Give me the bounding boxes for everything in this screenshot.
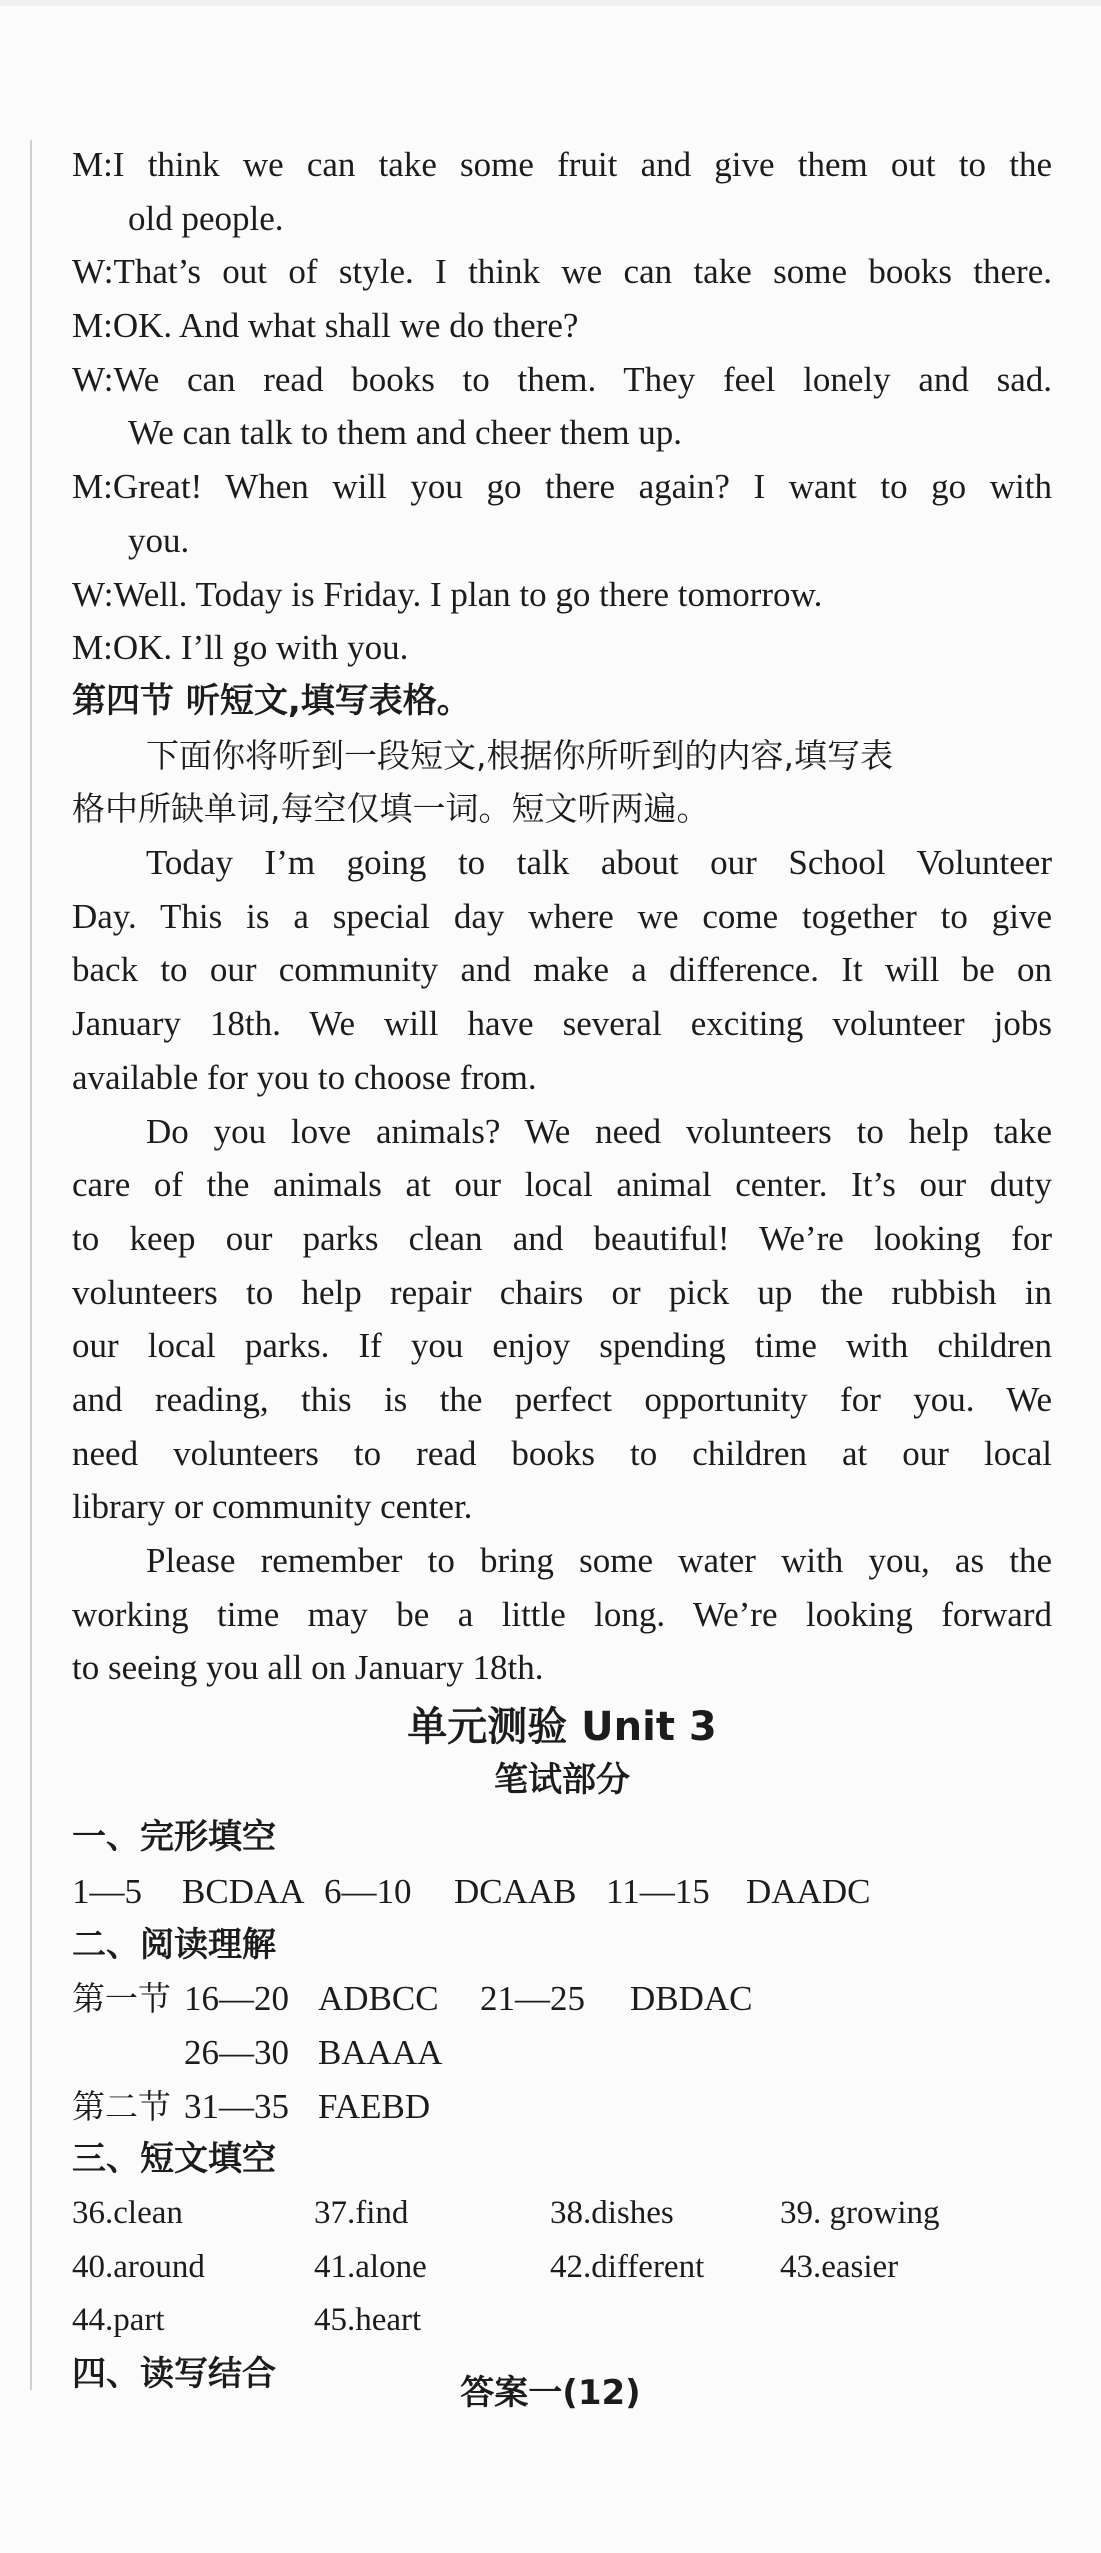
answer-item: 41.alone [314, 2248, 427, 2285]
answer-letters: ADBCC [318, 1979, 439, 2019]
answer-letters: DCAAB [454, 1871, 577, 1911]
answer-letters: BAAAA [318, 2032, 443, 2072]
answer-letters: DBDAC [630, 1979, 753, 2019]
top-edge [0, 0, 1101, 6]
section4-heading: 第四节 听短文,填写表格。 [72, 680, 471, 721]
listening-passage [72, 836, 1052, 1695]
section4-instruction-line: 下面你将听到一段短文,根据你所听到的内容,填写表 [146, 735, 893, 775]
answer-range: 31—35 [184, 2086, 289, 2126]
passage-line: Please remember to bring some water with you, as the [146, 1541, 1052, 1581]
passage-line: Day. This is a special day where we come together to give [72, 896, 1052, 936]
dialogue-line: W:We can read books to them. They feel lonely and sad. [72, 359, 1052, 399]
passage-line: Do you love animals? We need volunteers to help take [146, 1111, 1052, 1151]
answer-range: 16—20 [184, 1979, 289, 2019]
part3-answers [72, 2187, 1052, 2348]
dialogue-line: We can talk to them and cheer them up. [128, 413, 683, 453]
part1-answers [72, 1865, 1052, 1919]
dialogue-line: W:That’s out of style. I think we can take some books there. [72, 252, 1052, 292]
dialogue-line: you. [128, 520, 190, 560]
subsection-label: 第一节 [72, 1979, 171, 2019]
listening-dialogue [72, 138, 1052, 675]
dialogue-line: M:I think we can take some fruit and give them out to the [72, 145, 1052, 184]
dialogue-line: M:OK. I’ll go with you. [72, 628, 409, 668]
part2-row [72, 2026, 1052, 2080]
answer-range: 26—30 [184, 2032, 289, 2072]
part1-heading: 一、完形填空 [72, 1817, 276, 1858]
passage-line: working time may be a little long. We’re looking forward [72, 1594, 1052, 1634]
answer-item: 42.different [550, 2248, 705, 2285]
passage-line: to seeing you all on January 18th. [72, 1648, 544, 1688]
answer-item: 43.easier [780, 2248, 899, 2285]
subsection-label: 第二节 [72, 2086, 171, 2126]
passage-line: back to our community and make a difference. It will be on [72, 950, 1052, 990]
unit-title: 单元测验 Unit 3 [407, 1704, 717, 1751]
answer-item: 39. growing [780, 2195, 940, 2232]
answer-item: 38.dishes [550, 2195, 674, 2232]
passage-line: care of the animals at our local animal center. It’s our duty [72, 1165, 1052, 1205]
passage-line: library or community center. [72, 1487, 473, 1527]
left-margin-rule [30, 140, 32, 2390]
part4-heading: 四、读写结合 [72, 2354, 276, 2395]
answer-item: 37.find [314, 2195, 409, 2232]
part2-heading: 二、阅读理解 [72, 1924, 276, 1965]
passage-line: to keep our parks clean and beautiful! We’re looking for [72, 1218, 1052, 1258]
passage-line: January 18th. We will have several exciting volunteer jobs [72, 1004, 1052, 1044]
answer-range: 6—10 [324, 1871, 412, 1911]
passage-line: need volunteers to read books to children at our local [72, 1433, 1052, 1473]
answer-letters: DAADC [746, 1871, 871, 1911]
answer-range: 1—5 [72, 1871, 142, 1911]
section4-instruction-line: 格中所缺单词,每空仅填一词。短文听两遍。 [72, 789, 710, 829]
unit-subtitle: 笔试部分 [494, 1760, 630, 1801]
answer-range: 21—25 [480, 1979, 585, 2019]
part3-heading: 三、短文填空 [72, 2139, 276, 2180]
dialogue-line: M:OK. And what shall we do there? [72, 306, 579, 346]
answer-letters: BCDAA [182, 1871, 305, 1911]
passage-line: and reading, this is the perfect opportunity for you. We [72, 1379, 1052, 1419]
answer-range: 11—15 [606, 1871, 710, 1911]
passage-line: volunteers to help repair chairs or pick up the rubbish in [72, 1272, 1052, 1312]
answer-item: 40.around [72, 2248, 205, 2285]
dialogue-line: old people. [128, 198, 284, 238]
passage-line: our local parks. If you enjoy spending time with children [72, 1326, 1052, 1366]
page-footer: 答案一(12) [460, 2373, 641, 2413]
passage-line: Today I’m going to talk about our School Volunteer [146, 843, 1052, 883]
part2-row [72, 1972, 1052, 2026]
dialogue-line: M:Great! When will you go there again? I want to go with [72, 467, 1052, 507]
answer-item: 45.heart [314, 2302, 422, 2339]
passage-line: available for you to choose from. [72, 1057, 537, 1097]
answer-item: 36.clean [72, 2195, 183, 2232]
part2-row [72, 2080, 1052, 2134]
answer-page [72, 138, 1052, 2402]
dialogue-line: W:Well. Today is Friday. I plan to go there tomorrow. [72, 574, 823, 614]
answer-item: 44.part [72, 2302, 165, 2339]
answer-letters: FAEBD [318, 2086, 431, 2126]
